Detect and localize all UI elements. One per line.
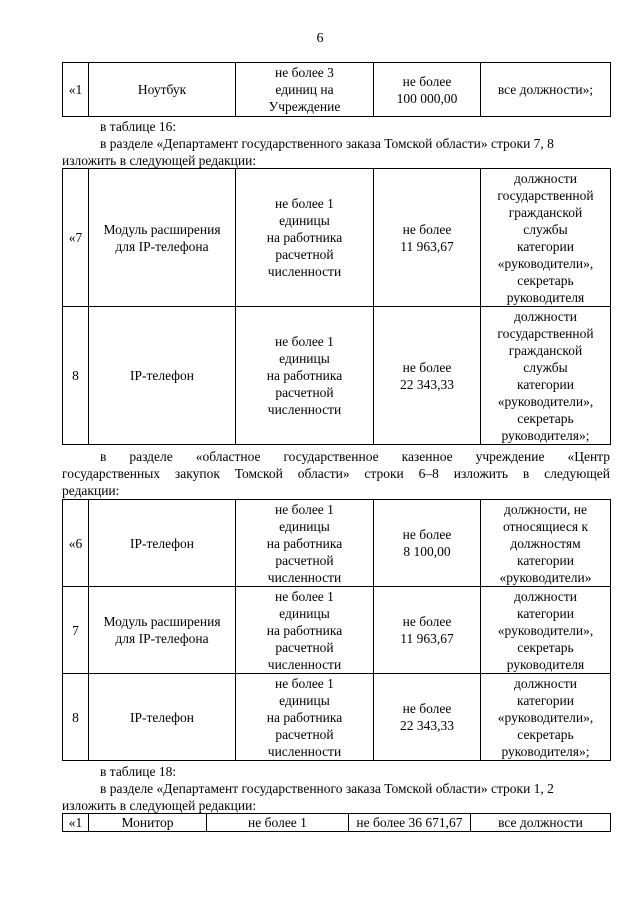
item-positions: должности категории «руководители», секретарь руководителя»; (481, 674, 611, 761)
item-price: не более 11 963,67 (374, 169, 481, 307)
item-price: не более 11 963,67 (374, 587, 481, 674)
paragraph-line: изложить в следующей редакции: (62, 153, 257, 168)
table-center-rows (62, 499, 611, 761)
item-positions: все должности»; (481, 63, 611, 117)
item-positions: должности категории «руководители», секретарь руководителя (481, 587, 611, 674)
paragraph-line: государственных закупок Томской области» строки 6–8 изложить в следующей (62, 466, 610, 481)
paragraph-line: в таблице 18: (100, 764, 177, 779)
paragraph-line: изложить в следующей редакции: (62, 798, 257, 813)
item-price: не более 22 343,33 (374, 674, 481, 761)
item-quantity: не более 1 единицы на работника расчетной численности (236, 587, 374, 674)
paragraph-line: в разделе «областное государственное казенное учреждение «Центр (100, 449, 610, 464)
item-price: не более 22 343,33 (374, 307, 481, 445)
item-price: не более 8 100,00 (374, 500, 481, 587)
row-number: «1 (63, 63, 89, 117)
table-row (63, 307, 611, 445)
item-quantity: не более 1 единицы на работника расчетной численности (236, 307, 374, 445)
page-number: 6 (316, 31, 324, 46)
item-name: IP-телефон (89, 674, 236, 761)
paragraph-line: в разделе «Департамент государственного заказа Томской области» строки 7, 8 (100, 136, 554, 151)
item-quantity: не более 1 единицы на работника расчетной численности (236, 674, 374, 761)
item-name: Модуль расширения для IP-телефона (89, 587, 236, 674)
item-positions: должности государственной гражданской службы категории «руководители», секретарь руководителя (481, 169, 611, 307)
table-laptop (62, 62, 611, 117)
paragraph-line: в разделе «Департамент государственного заказа Томской области» строки 1, 2 (100, 781, 554, 796)
table-row (63, 587, 611, 674)
row-number: «7 (63, 169, 89, 307)
item-price: не более 100 000,00 (374, 63, 481, 117)
paragraph-line: редакции: (62, 483, 120, 498)
item-name: Монитор (89, 814, 207, 832)
item-quantity: не более 1 единицы на работника расчетной численности (236, 500, 374, 587)
table-monitor (62, 813, 611, 832)
item-name: Модуль расширения для IP-телефона (89, 169, 236, 307)
table-row (63, 814, 611, 832)
table-row (63, 169, 611, 307)
item-positions: должности государственной гражданской службы категории «руководители», секретарь руководителя»; (481, 307, 611, 445)
item-quantity: не более 1 (207, 814, 349, 832)
item-name: IP-телефон (89, 500, 236, 587)
row-number: 8 (63, 674, 89, 761)
item-name: IP-телефон (89, 307, 236, 445)
paragraph-line: в таблице 16: (100, 119, 177, 134)
item-quantity: не более 3 единиц на Учреждение (236, 63, 374, 117)
table-department-rows (62, 168, 611, 445)
item-price: не более 36 671,67 (349, 814, 471, 832)
row-number: «1 (63, 814, 89, 832)
item-positions: все должности (471, 814, 611, 832)
item-name: Ноутбук (89, 63, 236, 117)
item-positions: должности, не относящиеся к должностям категории «руководители» (481, 500, 611, 587)
item-quantity: не более 1 единицы на работника расчетной численности (236, 169, 374, 307)
table-row (63, 63, 611, 117)
table-row (63, 500, 611, 587)
row-number: «6 (63, 500, 89, 587)
table-row (63, 674, 611, 761)
row-number: 8 (63, 307, 89, 445)
row-number: 7 (63, 587, 89, 674)
